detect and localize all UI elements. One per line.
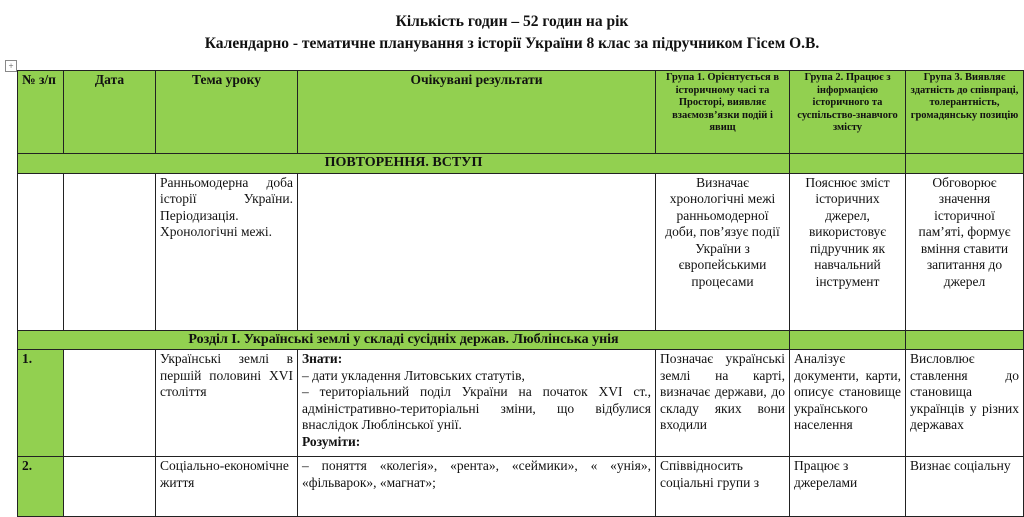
header-row [18,71,1024,154]
topic-cell: Соціально-економічне життя [156,457,298,517]
topic-cell: Ранньомодерна доба історії України. Періодизація. Хронологічні межі. [156,173,298,330]
group3-cell: Висловлює ставлення до становища українців у різних державах [906,350,1024,457]
results-cell: – поняття «колегія», «рента», «сеймики», « «унія», «фільварок», «магнат»; [298,457,656,517]
num-cell: 2. [18,457,64,517]
header-date: Дата [64,71,156,154]
topic-cell: Українські землі в першій половині XVI століття [156,350,298,457]
table-row [18,173,1024,330]
group1-cell: Позначає українські землі на карті, визначає держави, до складу яких вони входили [656,350,790,457]
section-row [18,330,1024,350]
date-cell [64,173,156,330]
num-cell [18,173,64,330]
group2-cell: Пояснює зміст історичних джерел, використовує підручник як навчальний інструмент [790,173,906,330]
date-cell [64,350,156,457]
understand-label: Розуміти: [302,433,361,449]
group3-cell: Обговорює значення історичної пам’яті, формує вміння ставити запитання до джерел [906,173,1024,330]
section-row [18,154,1024,174]
know-item: – територіальний поділ України на початок XVI ст., адміністративно-територіальні зміни, що відбулися внаслідок Люблінської унії. [302,384,651,432]
date-cell [64,457,156,517]
table-row [18,457,1024,517]
results-cell [298,173,656,330]
header-group1: Група 1. Орієнтується в історичному часі та Просторі, виявляє взаємозв’язки подій і явищ [656,71,790,154]
table-row [18,350,1024,457]
group3-cell: Визнає соціальну [906,457,1024,517]
header-group3: Група 3. Виявляє здатність до співпраці, толерантність, громадянську позицію [906,71,1024,154]
section-cell [906,330,1024,350]
know-label: Знати: [302,351,343,366]
section-cell [790,154,906,174]
header-topic: Тема уроку [156,71,298,154]
section-title: ПОВТОРЕННЯ. ВСТУП [18,154,790,174]
know-item: – дати укладення Литовських статутів, [302,367,525,383]
num-cell: 1. [18,350,64,457]
results-cell [298,350,656,457]
section-cell [790,330,906,350]
header-results: Очікувані результати [298,71,656,154]
group1-cell: Визначає хронологічні межі ранньомодерної доби, пов’язує події України з європейськими процесами [656,173,790,330]
table-move-handle-icon[interactable]: + [5,60,17,72]
section-title: Розділ І. Українські землі у складі сусідніх держав. Люблінська унія [18,330,790,350]
group2-cell: Аналізує документи, карти, описує становище українського населення [790,350,906,457]
document-subtitle: Календарно - тематичне планування з історії України 8 клас за підручником Гісем О.В. [204,35,820,52]
document-title: Кількість годин – 52 годин на рік [395,13,629,30]
section-cell [906,154,1024,174]
group2-cell: Працює з джерелами [790,457,906,517]
group1-cell: Співвідносить соціальні групи з [656,457,790,517]
header-group2: Група 2. Працює з інформацією історичного та суспільство-знавчого змісту [790,71,906,154]
plan-table [17,70,1024,517]
header-num: № з/п [18,71,64,154]
